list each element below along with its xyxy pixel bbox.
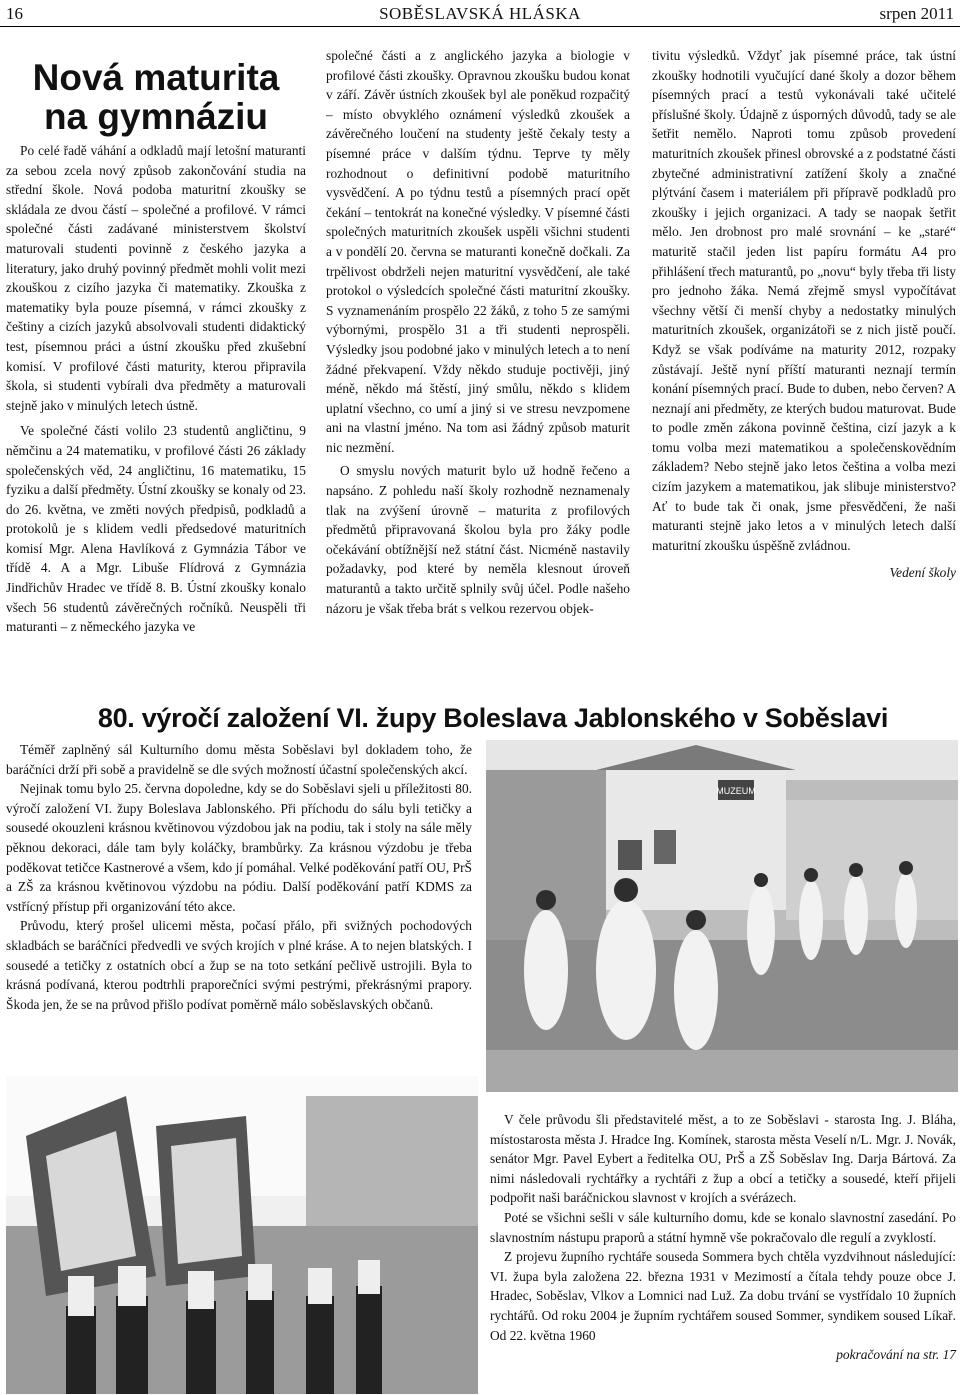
paragraph: Ve společné části volilo 23 studentů angličtinu, 9 němčinu a 24 matematiku, v profilové části 26 základy společenských věd, 24 angličtinu, 16 matematiku, 15 fyziku a další předměty. Ústní zkoušky se konaly od 23. do 26. května, ve změti nových předpisů, podkladů a protokolů je s klidem vedli předsedové maturitních komisí Mgr. Alena Havlíková z Gymnázia Tábor ve třídě 4. A a Mgr. Libuše Flídrová z Gymnázia Jindřichův Hradec ve třídě 8. B. Ústní zkoušky konalo všech 56 studentů závěrečných ročníků. Neuspěli tři maturanti – z německého jazyka ve [6,423,306,635]
article1-column-3 [652,46,956,583]
photo-flag-bearers [6,1076,478,1394]
paragraph: Téměř zaplněný sál Kulturního domu města Soběslavi byl dokladem toho, že baráčníci drží při sobě a pravidelně se dle svých možností účastní společenských akcí. [6,742,472,777]
continued-note: pokračování na str. 17 [836,1347,956,1363]
article2-text-right [490,1110,956,1365]
paragraph: Průvodu, který prošel ulicemi města, počasí přálo, při svižných pochodových skladbách se baráčníci předvedli ve svých krojích v plné kráse. A to nejen blatských. I sousedé a tetičky z ostatních obcí a žup se na toto setkání pečlivě ustrojili. Byla to krásná podívaná, kterou podtrhli praporečníci svými pestrými, překrásnými prapory. Škoda jen, že se na průvod přišlo podívat poměrně málo soběslavských občanů. [6,918,472,1012]
article-signature: Vedení školy [889,565,956,581]
article-title-maturita: Nová maturita na gymnáziu [32,57,280,137]
paragraph: Nejinak tomu bylo 25. června dopoledne, kdy se do Soběslavi sjeli u příležitosti 80. výročí založení VI. župy Boleslava Jablonského. Při příchodu do sálu byli tetičky a sousedé okouzleni krásnou květinovou výzdobou jak na podiu, tak i stoly na sále měly pěknou dekoraci, dále tam byly koláčky, brambůrky. Za krásnou výzdobu je třeba poděkovat tetičce Kastnerové a všem, kdo jí pomáhal. Velké poděkování patří OU, PrŠ a ZŠ za krásnou květinovou výzdobu na pódiu. Další poděkování patří KDMS za vstřícný přístup při organizování této akce. [6,781,472,914]
museum-sign: MUZEUM [716,786,756,796]
paragraph: Z projevu župního rychtáře souseda Sommera bych chtěla vyzdvihnout následující: VI. župa byla založena 22. března 1931 v Mezimostí a čítala tehdy pouze obce J. Hradec, Soběslav, Vlkov a Lomnici nad Luž. Za dobu trvání se vystřídalo 10 župních rychtářů. Od roku 2004 je župním rychtářem soused Sommer, syndikem soused Líkař. Od 22. května 1960 [490,1249,956,1343]
paragraph: Poté se všichni sešli v sále kulturního domu, kde se konalo slavnostní zasedání. Po slavnostním nástupu praporů a státní hymně vše pokračovalo dle regulí a zvyklostí. [490,1209,956,1245]
paragraph: tivitu výsledků. Vždyť jak písemné práce, tak ústní zkoušky hodnotili vyučující dané školy a dozor během písemných prací a testů vykonávali také učitelé příslušné školy. Údajně z úsporných důvodů, tady se ale šetřit nemělo. Naproti tomu způsob provedení maturitních zkoušek přinesl obrovské a z podstatné části zbytečné administrativní zatížení školy a značné plýtvání časem i materiálem při přípravě podkladů pro zkoušky i jejich organizaci. A tady se naopak šetřit mělo. Jen drobnost pro malé srovnání – ke „staré“ maturitě stačil jeden list papíru formátu A4 pro přihlášení třech maturantů, po „novu“ byly třeba tři listy pro jednoho žáka. Nemá zřejmě smysl vypočítávat všechny větší či menší chyby a nedostatky minulých maturitních zkoušek, organizátoři se z nich jistě poučí. Když se však podíváme na maturity 2012, rozpaky zůstávají. Ještě nyní příští maturanti neznají termín konání písemných prací. Bude to duben, nebo červen? A neznají ani předměty, ze kterých budou maturovat. Bude to podle změn zákona povinně čeština, cizí jazyk a k tomu volba mezi matematikou a společenskovědním základem? Nebo stejně jako letos čeština a volba mezi cizím jazykem a matematikou, jak slibuje ministerstvo? Ať to bude tak či onak, jsme přesvědčeni, že naši maturanti stejně jako letos a v minulých letech další maturitní zkoušku úspěšně zvládnou. [652,48,956,553]
page-header [0,0,960,27]
publication-title: SOBĚSLAVSKÁ HLÁSKA [379,4,581,23]
article2-text-left [6,740,472,1014]
page-number: 16 [6,4,23,23]
article1-column-1 [6,141,306,637]
paragraph: V čele průvodu šli představitelé měst, a to ze Soběslavi - starosta Ing. J. Bláha, místostarosta města J. Hradce Ing. Komínek, starosta města Veselí n/L. Mgr. J. Novák, senátor Mgr. Pavel Eybert a ředitelka OU, PrŠ a ZŠ Soběslav Ing. Darja Bártová. Za nimi následovali rychtářky a rychtáři z žup a obcí a tetičky a sousedé, kteří přijeli podpořit naši baráčnickou slavnost v krojích a svérázech. [490,1112,956,1206]
paragraph: společné části a z anglického jazyka a biologie v profilové části zkoušky. Opravnou zkoušku budou konat v září. Závěr ústních zkoušek byl ale poněkud rozpačitý – místo obvyklého oznámení výsledků zkoušek a závěrečného loučení na studenty ještě čekaly testy a písemné práce v dalším týdnu. Teprve ty měly rozhodnout o definitivní podobě maturitního vysvědčení. A po týdnu testů a písemných prací opět čekání – tentokrát na konečné výsledky. V písemné části společných maturitních zkoušek uspěli všichni studenti a v pondělí 20. června se maturanti konečně dočkali. Za trpělivost obdrželi nejen maturitní vysvědčení, ale také protokol o výsledcích společné části maturitní zkoušky. S vyznamenáním prospělo 22 žáků, z toho 5 ze samými výbornými, prospělo 31 a tři studenti neprospěli. Výsledky jsou podobné jako v minulých letech a to není žádné překvapení. Vždy někdo studuje poctivěji, jiný méně, někdo má štěstí, jiný smůlu, někdo s klidem uplatní všechno, co umí a jiný si ve stresu nevzpomene ani na vlastní jméno. Na tom asi žádný způsob maturit nic nezmění. [326,48,630,455]
issue-date: srpen 2011 [879,4,954,23]
paragraph: Po celé řadě váhání a odkladů mají letošní maturanti za sebou zcela nový způsob zakončování studia na střední škole. Nová podoba maturitní zkoušky se skládala ze dvou částí – společné a profilové. V rámci společné části zadávané ministerstvem školství maturovali studenti povinně z českého jazyka a literatury, jako druhý povinný předmět mohli volit mezi zkouškou z cizího jazyka či matematiky. Zkouška z matematiky byla pouze písemná, v rámci zkoušky z češtiny a cizích jazyků absolvovali studenti didaktický test, písemnou práci a ústní zkoušku před zkušební komisí. V profilové části maturity, kterou připravila škola, si studenti vybírali dva předměty a maturovali stejně jako v minulých letech ústně. [6,143,306,413]
photo-procession-street [486,740,958,1092]
paragraph: O smyslu nových maturit bylo už hodně řečeno a napsáno. Z pohledu naší školy rozhodně neznamenaly tlak na zvýšení úrovně – maturita z profilových předmětů připravovaná školou byla pro žáky podle očekávání obtížnější než státní část. Nicméně nastavily požadavky, pod které by neměla klesnout úroveň maturantů a takto určitě splnily svůj účel. Podle našeho názoru je však třeba brát s velkou rezervou objek- [326,463,630,616]
article-title-zupa: 80. výročí založení VI. župy Boleslava Jablonského v Soběslavi [97,703,889,733]
article1-column-2 [326,46,630,618]
